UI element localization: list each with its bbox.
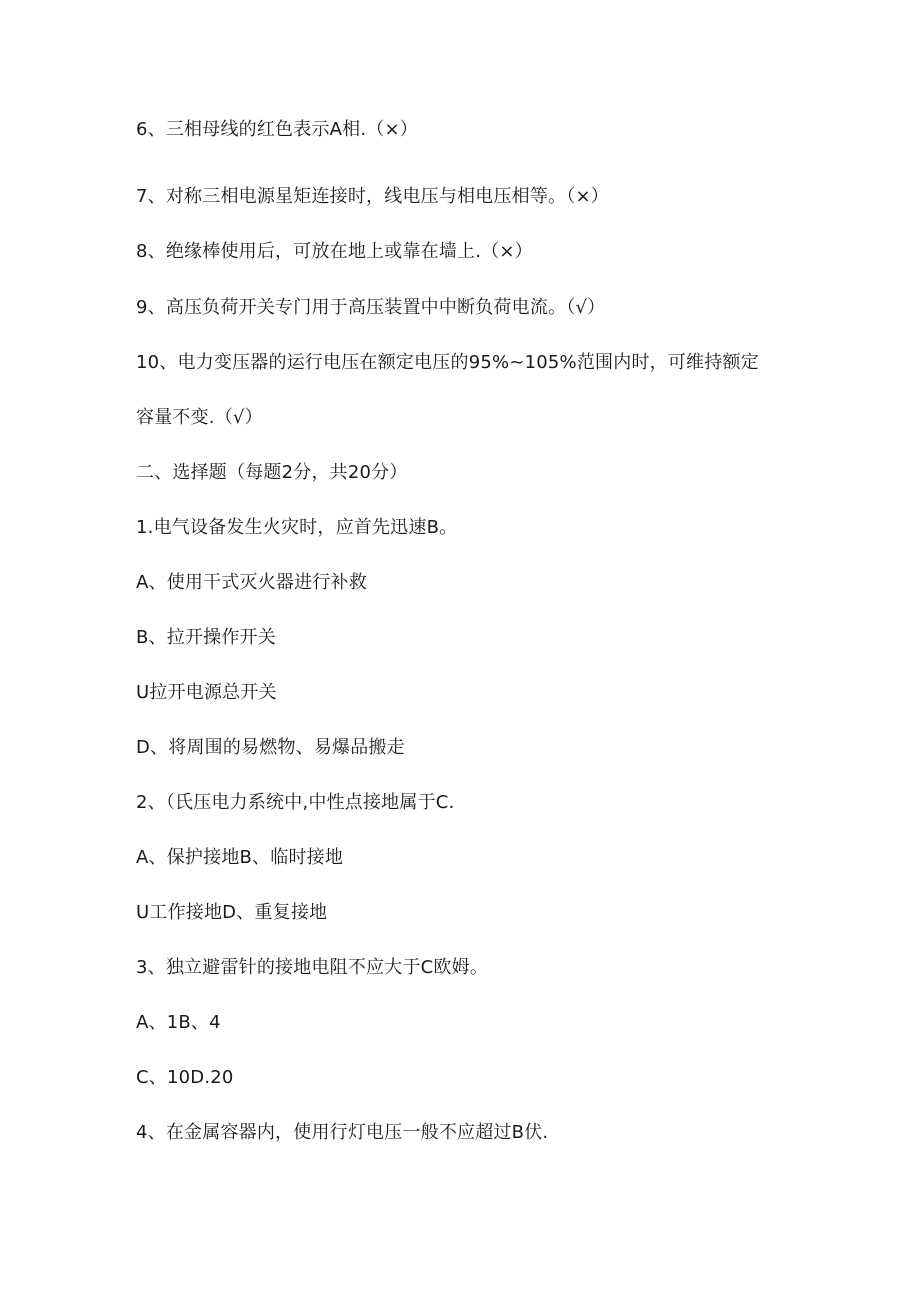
choice-question-3: 3、独立避雷针的接地电阻不应大于C欧姆。 [136,957,489,978]
choice-3-options-cd: C、10D.20 [136,1067,234,1088]
choice-1-option-b: B、拉开操作开关 [136,627,276,648]
choice-1-option-d: D、将周围的易燃物、易爆品搬走 [136,737,405,758]
question-10-continuation: 容量不变.（√） [136,407,263,428]
question-10-line: 10、电力变压器的运行电压在额定电压的95%~105%范围内时，可维持额定 [136,352,759,373]
choice-1-option-c: U拉开电源总开关 [136,682,277,703]
question-9-line: 9、高压负荷开关专门用于高压装置中中断负荷电流。（√） [136,297,606,318]
choice-3-options-ab: A、1B、4 [136,1012,221,1033]
choice-question-2: 2、（氏压电力系统中,中性点接地属于C. [136,792,455,813]
question-7-line: 7、对称三相电源星矩连接时，线电压与相电压相等。（×） [136,186,609,207]
choice-question-4: 4、在金属容器内，使用行灯电压一般不应超过B伏. [136,1122,549,1143]
choice-2-options-ab: A、保护接地B、临时接地 [136,847,344,868]
choice-2-options-cd: U工作接地D、重复接地 [136,902,328,923]
section-heading: 二、选择题（每题2分，共20分） [136,462,408,483]
question-8-line: 8、绝缘棒使用后，可放在地上或靠在墙上.（×） [136,241,533,262]
choice-question-1: 1.电气设备发生火灾时，应首先迅速B。 [136,517,458,538]
choice-1-option-a: A、使用干式灭火器进行补救 [136,572,367,593]
question-6-line: 6、三相母线的红色表示A相.（×） [136,119,418,140]
